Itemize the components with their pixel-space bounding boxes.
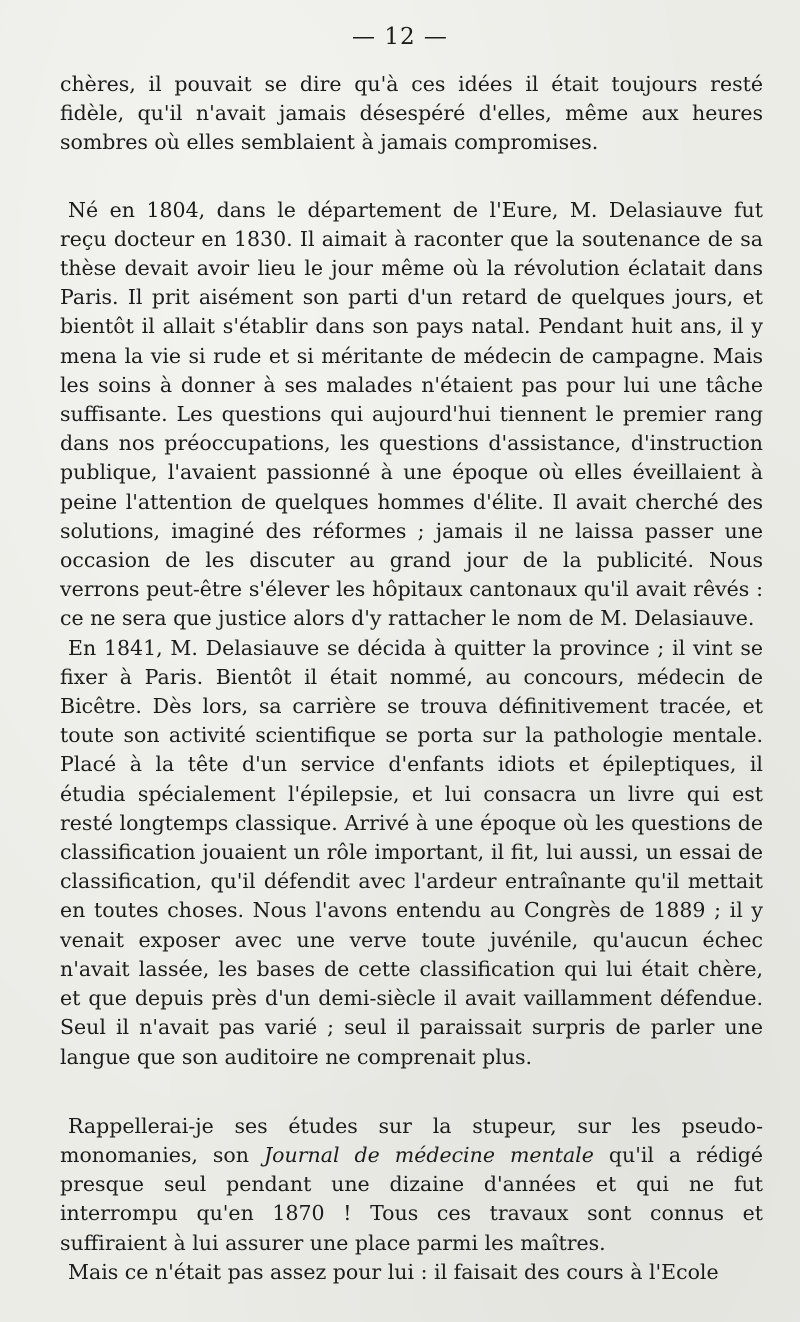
page-number: — 12 — (352, 24, 448, 50)
paragraph-2: Né en 1804, dans le département de l'Eure, M. Delasiauve fut reçu docteur en 1830. Il aimait à raconter que la soutenance de sa thèse devait avoir lieu le jour même où la révolution éclatait dans Paris. Il prit aisément son parti d'un retard de quelques jours, et bientôt il allait s'établir dans son pays natal. Pendant huit ans, il y mena la vie si rude et si méritante de médecin de campagne. Mais les soins à donner à ses malades n'étaient pas pour lui une tâche suffisante. Les questions qui aujourd'hui tiennent le premier rang dans nos préoccupations, les questions d'assistance, d'instruction publique, l'avaient passionné à une époque où elles éveillaient à peine l'attention de quelques hommes d'élite. Il avait cherché des solutions, imaginé des réformes ; jamais il ne laissa passer une occasion de les discuter au grand jour de la publicité. Nous verrons peut-être s'élever les hôpitaux cantonaux qu'il avait rêvés : ce ne sera que justice alors d'y rattacher le nom de M. Delasiauve. (60, 197, 763, 631)
paragraph-spacer (60, 158, 763, 196)
paragraph-3: En 1841, M. Delasiauve se décida à quitter la province ; il vint se fixer à Paris. Bientôt il était nommé, au concours, médecin de Bicêtre. Dès lors, sa carrière se trouva définitivement tracée, et toute son activité scientifique se porta sur la pathologie mentale. Placé à la tête d'un service d'enfants idiots et épileptiques, il étudia spécialement l'épilepsie, et lui consacra un livre qui est resté longtemps classique. Arrivé à une époque où les questions de classification jouaient un rôle important, il fit, lui aussi, un essai de classification, qu'il défendit avec l'ardeur entraînante qu'il mettait en toutes choses. Nous l'avons entendu au Congrès de 1889 ; il y venait exposer avec une verve toute juvénile, qu'aucun échec n'avait lassée, les bases de cette classification qui lui était chère, et que depuis près d'un demi-siècle il avait vaillamment défendue. Seul il n'avait pas varié ; seul il paraissait surpris de parler une langue que son auditoire ne comprenait plus. (60, 635, 763, 1069)
paragraph-4-start: Rappellerai-je ses études sur la stupeur, sur les pseudo-monomanies, son (60, 1113, 763, 1167)
paragraph-spacer (60, 1072, 763, 1112)
paragraph-4-end: qu'il a rédigé presque seul pendant une dizaine d'années et qui ne fut interrompu qu'en 1870 ! Tous ces travaux sont connus et suffiraient à lui assurer une place parmi les maîtres. (60, 1142, 764, 1255)
paragraph-5: Mais ce n'était pas assez pour lui : il faisait des cours à l'Ecole (68, 1259, 719, 1284)
paragraph-4 (60, 1112, 763, 1258)
paragraph-1: chères, il pouvait se dire qu'à ces idées il était toujours resté fidèle, qu'il n'avait jamais désespéré d'elles, même aux heures sombres où elles semblaient à jamais compromises. (60, 72, 763, 155)
journal-title: Journal de médecine mentale (263, 1142, 594, 1167)
body-text (60, 70, 763, 1287)
